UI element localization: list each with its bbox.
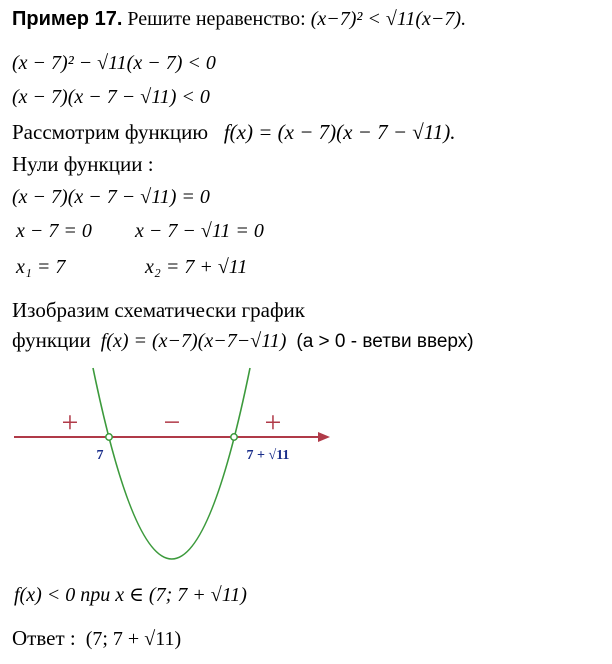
problem-header [12,8,466,31]
problem-task: Решите неравенство: [127,8,306,30]
equation-a: x − 7 = 0 [16,220,92,242]
problem-title: Пример 17. [12,8,123,30]
zeros-equation: (x − 7)(x − 7 − √11) = 0 [12,186,210,208]
graph-text-2-func: f(x) = (x−7)(x−7−√11) [100,330,287,352]
consider-label: Рассмотрим функцию [12,120,209,144]
sign-middle: − [163,406,181,439]
consider-function: f(x) = (x − 7)(x − 7 − √11). [223,120,456,144]
point-label-left: 7 [96,448,104,463]
graph-text-2-note: (a > 0 - ветви вверх) [296,331,474,352]
graph-text-2-label: функции [12,328,91,352]
zeros-label: Нули функции : [12,152,154,176]
zero-point-left [106,434,112,440]
result-condition: f(x) < 0 при x ∈ (7; 7 + √11) [14,584,247,606]
problem-inequality: (x−7)² < √11(x−7). [310,8,467,30]
parabola-curve [93,368,250,559]
answer-value: (7; 7 + √11) [85,628,182,650]
answer-label: Ответ : [12,626,76,650]
sign-right: + [264,406,282,439]
graph-text-1: Изобразим схематически график [12,298,305,322]
point-label-right: 7 + √11 [246,448,290,463]
root-a: x₁ = 7 [16,256,66,278]
root-b: x₂ = 7 + √11 [145,256,248,278]
sign-diagram [0,360,612,580]
step-2: (x − 7)(x − 7 − √11) < 0 [12,86,210,108]
equation-b: x − 7 − √11 = 0 [135,220,264,242]
consider-line [12,120,455,145]
answer-line [12,626,181,651]
sign-left: + [61,406,79,439]
axis-arrow-icon [318,432,330,442]
zero-point-right [231,434,237,440]
step-1: (x − 7)² − √11(x − 7) < 0 [12,52,216,74]
graph-text-2 [12,328,474,353]
